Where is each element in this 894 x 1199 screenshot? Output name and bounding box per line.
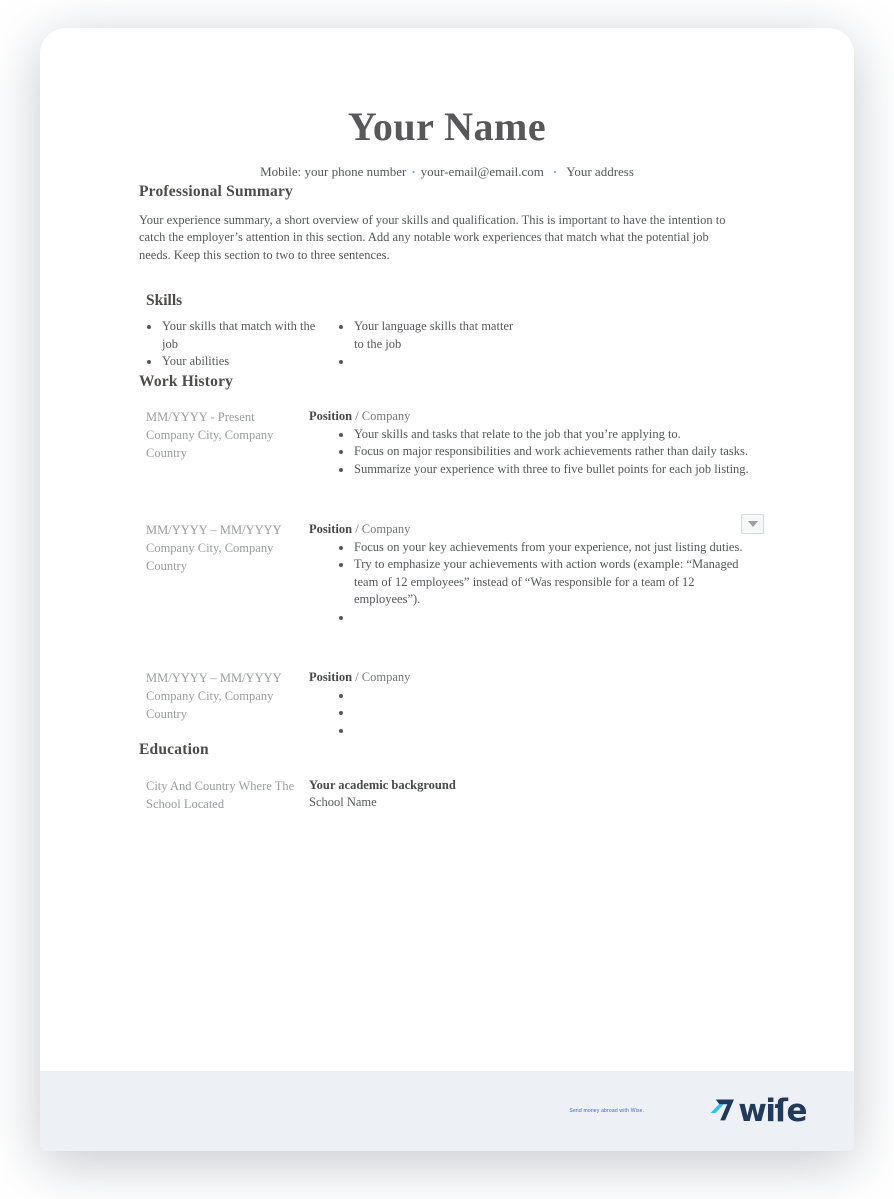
work-entry-1: [139, 408, 755, 478]
education-degree: Your academic background: [309, 777, 456, 792]
position-line: [309, 669, 755, 687]
contact-mobile: Mobile: your phone number: [260, 164, 407, 179]
dropdown-button[interactable]: [741, 514, 764, 534]
footer-band: [40, 1071, 854, 1151]
chevron-down-icon: [748, 521, 758, 527]
company-label: / Company: [355, 409, 411, 424]
education-entry: [139, 777, 755, 813]
skill-item: [353, 353, 521, 371]
wise-logo: [709, 1092, 806, 1129]
position-label: Position: [309, 522, 353, 537]
work-bullet: • Summarize your experience with three to five bullet points for each job listing.: [353, 461, 755, 479]
work-dates: MM/YYYY – MM/YYYY: [146, 523, 282, 538]
skills-heading: Skills: [146, 292, 183, 310]
education-body: [309, 777, 755, 813]
resume-document: [40, 28, 854, 1071]
position-line: [309, 408, 755, 426]
work-entry-meta: [139, 669, 309, 739]
work-bullet: [353, 609, 755, 627]
wise-wordmark: wiſe: [738, 1092, 806, 1129]
skill-item: • Your skills that match with the job: [161, 318, 331, 353]
work-entry-meta: [139, 408, 309, 478]
summary-paragraph: Your experience summary, a short overview of your skills and qualification. This is important to have the intention to catch the employer’s attention in this section. Add any notable work experiences that match what the potential job needs. Keep this section to two to three sentences.: [139, 212, 726, 262]
page-title: Your Name: [347, 104, 547, 149]
work-bullet: • Try to emphasize your achievements with action words (example: “Managed team of 12 employees” instead of “Was responsible for a team of 12 employees”).: [353, 556, 755, 609]
position-line: [309, 521, 755, 539]
work-entry-meta: [139, 521, 309, 626]
work-bullet-list: [309, 539, 755, 627]
work-bullet-list: [309, 687, 755, 740]
work-bullet: • Focus on major responsibilities and work achievements rather than daily tasks.: [353, 443, 755, 461]
work-bullet: • Your skills and tasks that relate to the job that you’re applying to.: [353, 426, 755, 444]
work-bullet-list: [309, 426, 755, 479]
work-location: Company City, Company Country: [146, 541, 274, 574]
skills-columns: [139, 318, 755, 371]
work-entry-body: [309, 669, 755, 739]
work-bullet: [353, 722, 755, 740]
skill-item: • Your abilities: [161, 353, 331, 371]
skills-list-1: [139, 318, 331, 371]
work-location: Company City, Company Country: [146, 689, 274, 722]
work-entry-2: [139, 521, 755, 626]
contact-separator: ·: [552, 164, 558, 179]
contact-separator: ·: [411, 164, 416, 179]
footer-tagline: Send money abroad with Wise.: [569, 1108, 645, 1114]
company-label: / Company: [355, 522, 411, 537]
contact-email: your-email@email.com: [420, 164, 544, 179]
summary-heading: Professional Summary: [139, 183, 293, 201]
education-location: City And Country Where The School Located: [146, 778, 295, 811]
work-location: Company City, Company Country: [146, 428, 274, 461]
skills-list-2: [331, 318, 521, 371]
education-heading: Education: [139, 741, 209, 759]
work-dates: MM/YYYY – MM/YYYY: [146, 671, 282, 686]
position-label: Position: [309, 670, 353, 685]
wise-flag-icon: [709, 1098, 736, 1125]
work-history-heading: Work History: [139, 372, 234, 390]
work-dates: MM/YYYY - Present: [146, 410, 255, 425]
work-entry-body: [309, 408, 755, 478]
work-bullet: [353, 704, 755, 722]
work-entry-body: [309, 521, 755, 626]
work-bullet: • Focus on your key achievements from your experience, not just listing duties.: [353, 539, 755, 557]
work-bullet: [353, 687, 755, 705]
resume-page-card: [40, 28, 854, 1151]
position-label: Position: [309, 409, 353, 424]
work-entry-3: [139, 669, 755, 739]
education-school: School Name: [309, 795, 377, 810]
company-label: / Company: [355, 670, 411, 685]
skill-item: • Your language skills that matter to the job: [353, 318, 521, 353]
contact-address: Your address: [566, 164, 634, 179]
contact-line: [139, 163, 755, 181]
